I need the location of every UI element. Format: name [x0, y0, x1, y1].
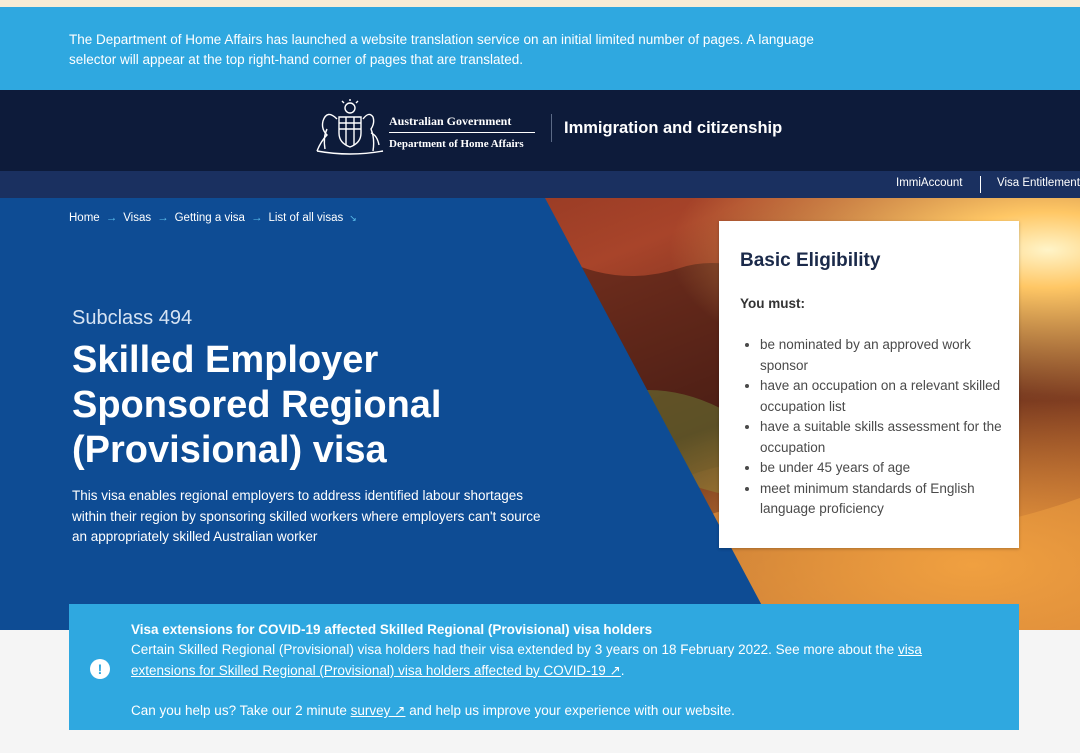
utility-nav: [0, 171, 1080, 198]
breadcrumb: [69, 212, 363, 224]
translation-notice-banner: [0, 7, 1080, 90]
breadcrumb-list-of-all-visas[interactable]: List of all visas: [268, 212, 344, 224]
covid-alert-banner: [69, 604, 1019, 730]
site-title[interactable]: Immigration and citizenship: [564, 119, 783, 137]
visa-extensions-link[interactable]: visa extensions for Skilled Regional (Provisional) visa holders affected by COVID-19 ↗: [131, 642, 922, 678]
arrow-down-right-icon[interactable]: ↘: [349, 213, 357, 223]
eligibility-title: Basic Eligibility: [740, 250, 881, 271]
eligibility-item: • have an occupation on a relevant skilled occupation list: [760, 376, 1010, 417]
page-title: Skilled Employer Sponsored Regional (Provisional) visa: [72, 339, 442, 471]
alert-text: [131, 640, 941, 681]
alert-text-end: .: [620, 662, 625, 678]
translation-notice-text: The Department of Home Affairs has launched a website translation service on an initial limited number of pages. A language selector will appear at the top right-hand corner of pages that are translated.: [69, 32, 814, 67]
breadcrumb-visas[interactable]: Visas: [123, 212, 152, 224]
govt-name: Australian Government: [389, 114, 535, 133]
visa-entitlement-link[interactable]: Visa Entitlement: [997, 177, 1080, 189]
eligibility-intro: You must:: [740, 296, 805, 311]
exclamation-icon: !: [90, 659, 110, 679]
survey-link[interactable]: survey ↗: [350, 703, 406, 718]
breadcrumb-home[interactable]: Home: [69, 212, 100, 224]
survey-suffix: and help us improve your experience with our website.: [405, 703, 735, 718]
utility-nav-divider: [980, 176, 981, 193]
alert-text-body: Certain Skilled Regional (Provisional) visa holders had their visa extended by 3 years on 18 February 2022. See more about the: [131, 642, 898, 657]
eligibility-item: • meet minimum standards of English language proficiency: [760, 479, 1010, 520]
visa-description: This visa enables regional employers to address identified labour shortages within their region by sponsoring skilled workers where employers can't source an appropriately skilled Australian worker: [72, 488, 541, 544]
coat-of-arms-icon[interactable]: [313, 99, 387, 155]
eligibility-list: [740, 335, 1010, 520]
breadcrumb-getting-a-visa[interactable]: Getting a visa: [174, 212, 245, 224]
arrow-right-icon: →: [250, 212, 263, 224]
site-header: [0, 90, 1080, 171]
arrow-right-icon: →: [157, 212, 169, 224]
header-divider: [551, 114, 552, 142]
basic-eligibility-card: [719, 221, 1019, 548]
visa-subclass: Subclass 494: [72, 307, 193, 329]
eligibility-item: • be under 45 years of age: [760, 458, 1010, 479]
survey-text: [131, 701, 735, 722]
immiaccount-link[interactable]: ImmiAccount: [896, 177, 963, 189]
top-accent-strip: [0, 0, 1080, 7]
survey-prefix: Can you help us? Take our 2 minute: [131, 703, 351, 718]
eligibility-item: • be nominated by an approved work sponsor: [760, 335, 1010, 376]
alert-title: Visa extensions for COVID-19 affected Skilled Regional (Provisional) visa holders: [131, 622, 653, 637]
department-wordmark[interactable]: [389, 114, 535, 151]
department-name: Department of Home Affairs: [389, 138, 524, 150]
arrow-right-icon: →: [105, 212, 118, 224]
eligibility-item: • have a suitable skills assessment for the occupation: [760, 417, 1010, 458]
